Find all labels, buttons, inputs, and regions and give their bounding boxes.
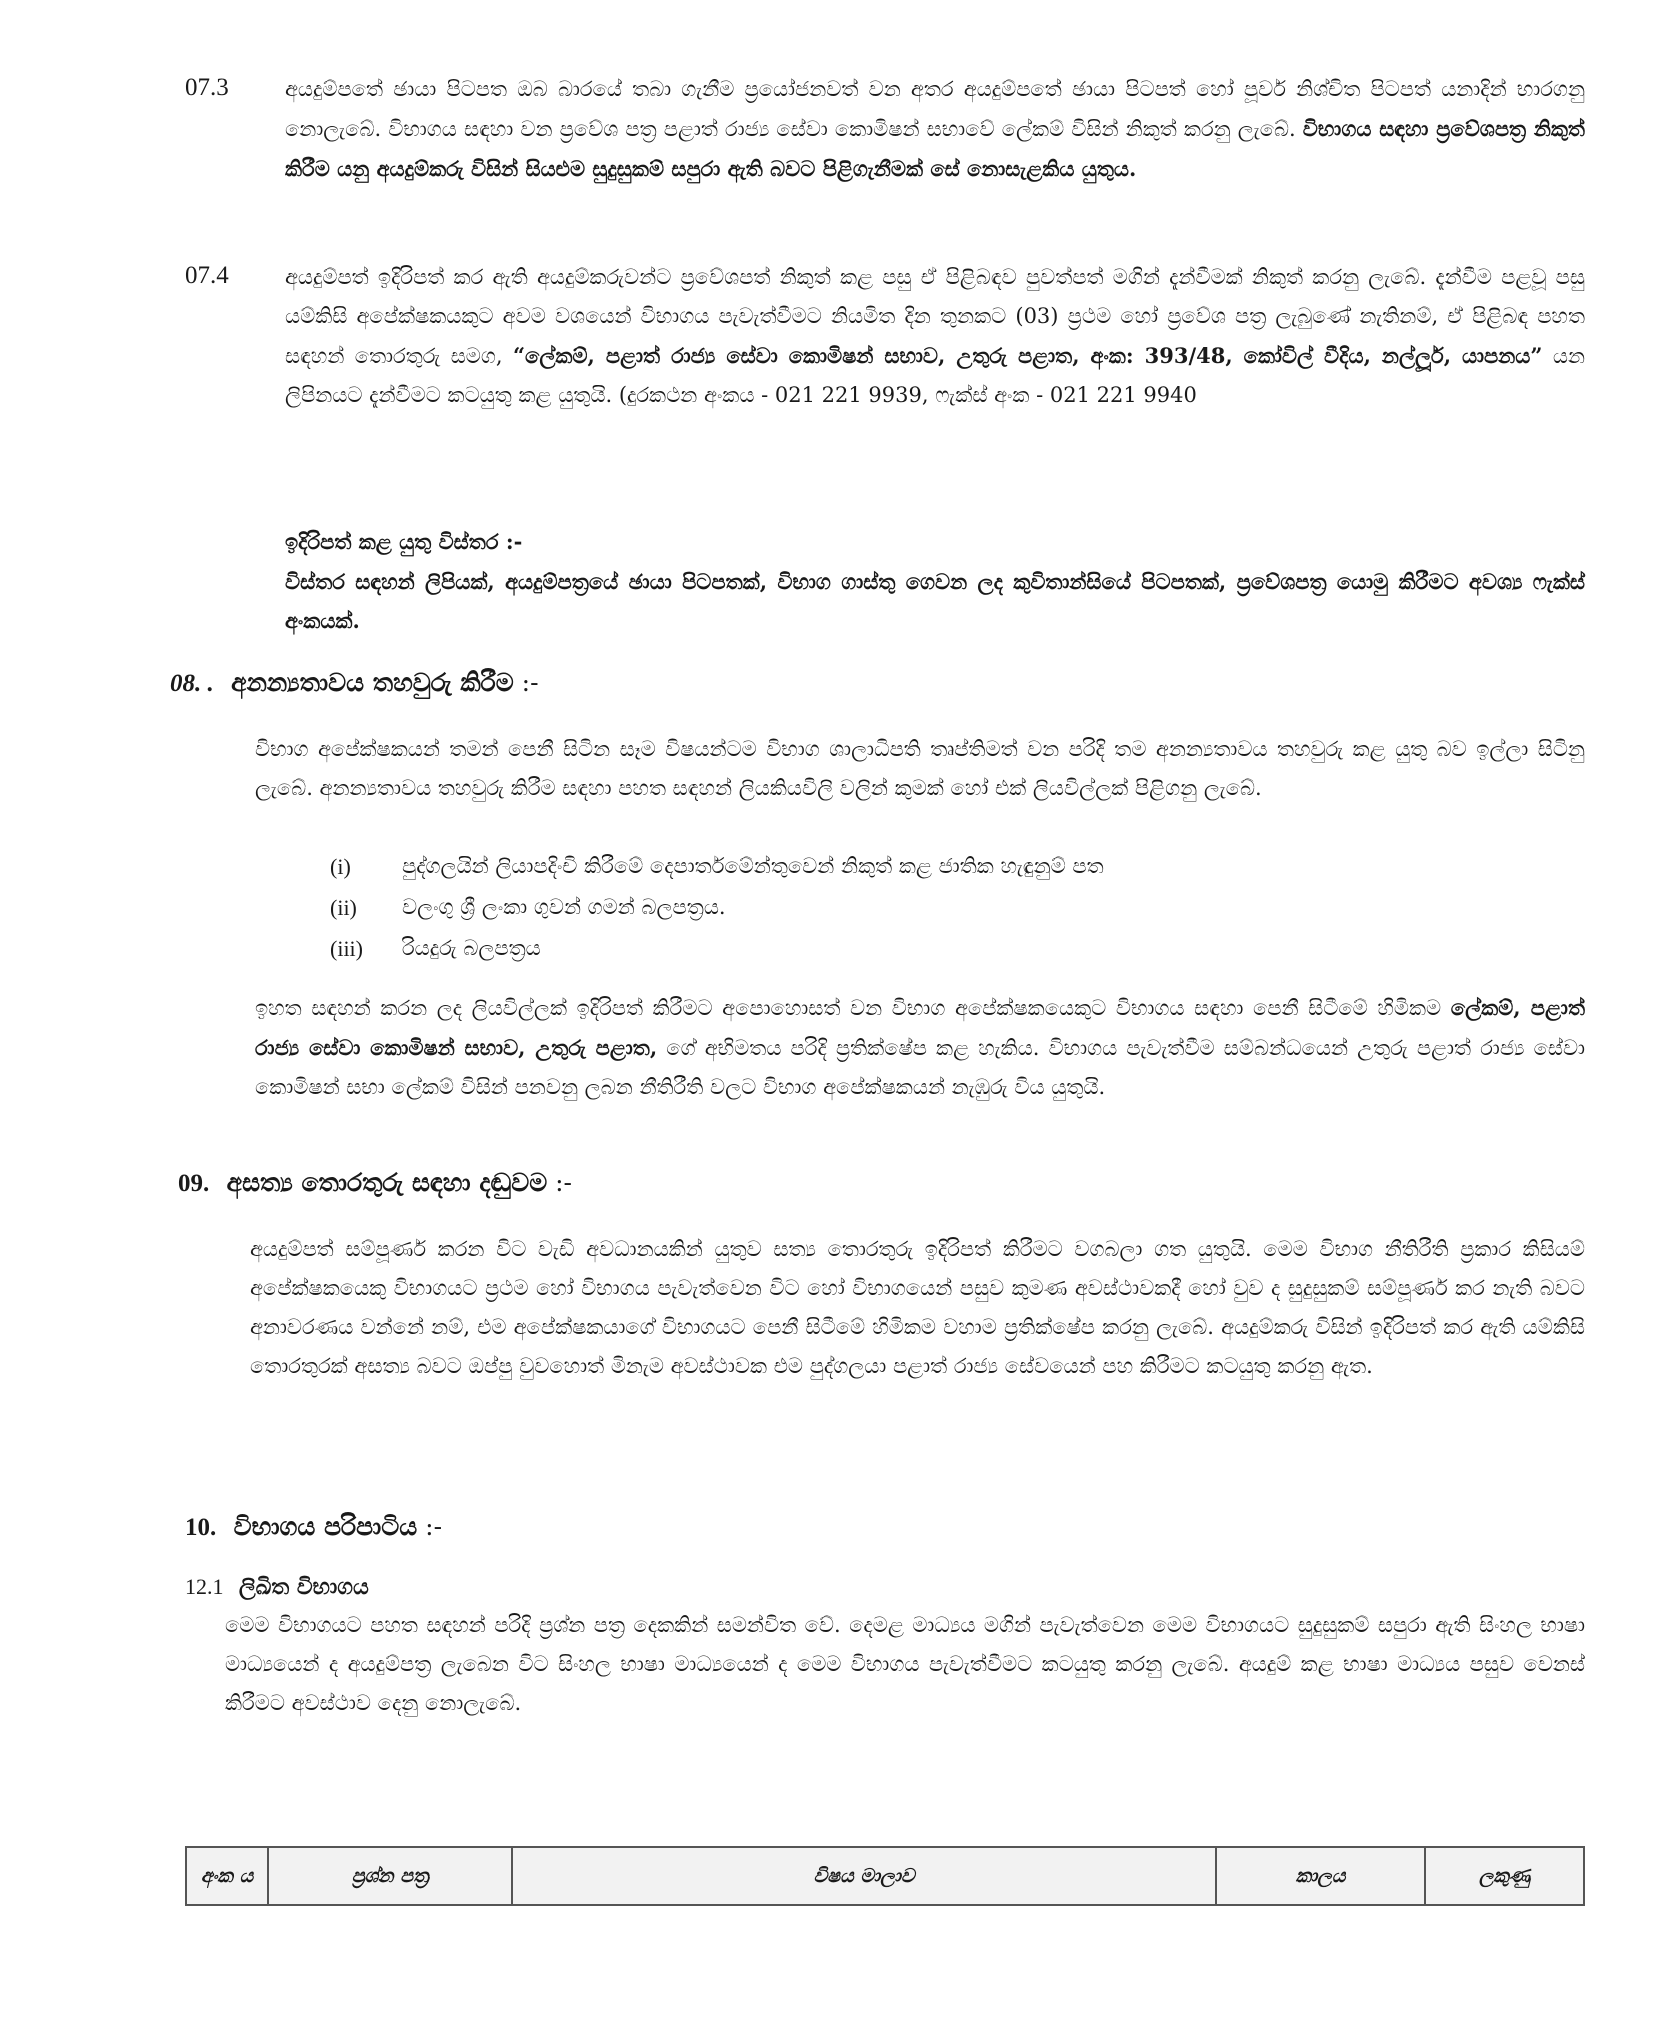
section-08-heading — [170, 668, 539, 698]
section-12-1-paragraph: මෙම විභාගයට පහත සඳහන් පරිදි ප්‍රශ්න පත්‍ර දෙකකින් සමන්විත වේ. දෙමළ මාධ්‍යය මගින් පැවැත්වෙන මෙම විභාගයට සුදුසුකම් සපුරා ඇති සිංහල භාෂා මාධ්‍යයෙන් ද අයදුම්පත්‍ර ලැබෙන විට සිංහල භාෂා මාධ්‍යයෙන් ද මෙම විභාගය පැවැත්වීමට කටයුතු කරනු ලැබේ. අයදුම් කළ භාෂා මාධ්‍යය පසුව වෙනස් කිරීමට අවස්ථාව දෙනු නොලැබේ. — [225, 1613, 1585, 1715]
section-07-3-bold-note: විභාගය සඳහා ප්‍රවේශපත්‍ර නිකුත් කිරීම යනු අයදුම්කරු විසින් සියළුම සුදුසුකම් සපුරා ඇති බවට පිළිගැනීමක් සේ නොසැළකිය යුතුය. — [285, 116, 1585, 181]
section-07-4-text-2: යන ලිපිනයට දැන්වීමට කටයුතු කළ යුතුයි. (දුරකථන අංකය - 021 221 9939, ෆැක්ස් අංක - 021 221 9940 — [285, 344, 1585, 407]
section-08-outro-text-1: ඉහත සඳහන් කරන ලද ලියවිල්ලක් ඉදිරිපත් කිරීමට අපොහොසත් වන විභාග අපේක්ෂකයෙකුට විභාගය සඳහා පෙනී සිටීමේ හිමිකම — [255, 996, 1451, 1020]
section-10-suffix: :- — [417, 1512, 443, 1541]
section-07-4-details-title: ඉදිරිපත් කළ යුතු විස්තර :- — [285, 529, 523, 554]
list-item — [330, 895, 1530, 931]
list-item-text: රියදුරු බලපත්‍රය — [402, 936, 541, 960]
section-09-heading — [178, 1168, 572, 1198]
section-10-heading — [185, 1512, 442, 1542]
section-number-07-4: 07.4 — [185, 262, 229, 289]
section-07-4-paragraph — [285, 258, 1585, 415]
list-item — [330, 854, 1530, 890]
exam-schedule-table — [185, 1846, 1585, 1906]
section-09-number: 09. — [178, 1170, 210, 1197]
section-12-1-heading — [185, 1574, 369, 1600]
column-header-number: අංක ය — [186, 1847, 268, 1905]
section-09-suffix: :- — [547, 1168, 573, 1197]
section-09-title: අසත්‍ය තොරතුරු සඳහා දඬුවම — [226, 1168, 548, 1197]
column-header-duration: කාලය — [1216, 1847, 1425, 1905]
section-07-4-text-1: අයදුම්පත් ඉදිරිපත් කර ඇති අයදුම්කරුවන්ට ප්‍රවේශපත් නිකුත් කළ පසු ඒ පිළිබඳව පුවත්පත් මගින් දැන්වීමක් නිකුත් කරනු ලැබේ. දැන්වීම පළවූ පසු යම්කිසි අපේක්ෂකයකුට අවම වශයෙන් විභාගය පැවැත්වීමට නියමිත දින තුනකට (03) ප්‍රථම හෝ ප්‍රවේශ පත්‍ර ලැබුණේ නැතිනම්, ඒ පිළිබඳ පහත සඳහන් තොරතුරු සමග, — [285, 265, 1585, 368]
section-07-4-details-text: විස්තර සඳහන් ලිපියක්, අයදුම්පත්‍රයේ ඡායා පිටපතක්, විභාග ගාස්තු ගෙවන ලද කුවිතාන්සියේ පිටපතක්, ප්‍රවේශපත්‍ර යොමු කිරීමට අවශ්‍ය ෆැක්ස් අංකයක්. — [285, 569, 1585, 633]
section-07-3-text: අයදුම්පතේ ඡායා පිටපත ඔබ බාරයේ තබා ගැනීම ප්‍රයෝජනවත් වන අතර අයදුම්පතේ ඡායා පිටපත් හෝ පූර්ව නිශ්චිත පිටපත් යනාදින් භාරගනු නොලැබේ. විභාගය සඳහා වන ප්‍රවේශ පත්‍ර පළාත් රාජ්‍ය සේවා කොමිෂන් සභාවේ ලේකම් විසින් නිකුත් කරනු ලැබේ. — [285, 77, 1585, 141]
section-08-intro: විභාග අපේක්ෂකයන් තමන් පෙනී සිටින සෑම විෂයන්ටම විභාග ශාලාධිපති තෘප්තිමත් වන පරිදි තම අනන්‍යතාවය තහවුරු කළ යුතු බව ඉල්ලා සිටිනු ලැබේ. අනන්‍යතාවය තහවුරු කිරීම සඳහා පහත සඳහන් ලියකියවිලි වලින් කුමක් හෝ එක් ලියවිල්ලක් පිළිගනු ලැබේ. — [255, 737, 1585, 800]
column-header-syllabus: විෂය මාලාව — [512, 1847, 1216, 1905]
section-09-paragraph: අයදුම්පත් සම්පූර්ණ කරන විට වැඩි අවධානයකින් යුතුව සත්‍ය තොරතුරු ඉදිරිපත් කිරීමට වගබලා ගත යුතුයි. මෙම විභාග නීතිරීති ප්‍රකාර කිසියම් අපේක්ෂකයෙකු විභාගයට ප්‍රථම හෝ විභාගය පැවැත්වෙන විට හෝ විභාගයෙන් පසුව කුමණ අවස්ථාවකදී හෝ වුව ද සුදුසුකම් සම්පූර්ණ කර නැති බවට අනාවරණය වන්නේ නම්, එම අපේක්ෂකයාගේ විභාගයට පෙනී සිටීමේ හිමිකම වහාම ප්‍රතික්ෂේප කරනු ලැබේ. අයදුම්කරු විසින් ඉදිරිපත් කර ඇති යම්කිසි තොරතුරක් අසත්‍ය බවට ඔප්පු වුවහොත් මිනැම අවස්ථාවක එම පුද්ගලයා පළාත් රාජ්‍ය සේවයෙන් පහ කිරීමට කටයුතු කරනු ඇත. — [250, 1237, 1585, 1378]
section-10-number: 10. — [185, 1514, 217, 1541]
section-08-outro-bold: ලේකම්, පළාත් රාජ්‍ය සේවා කොමිෂන් සභාව, උතුරු පළාත, — [255, 995, 1585, 1060]
section-08-title: අනන්‍යතාවය තහවුරු කිරීම — [231, 668, 514, 697]
column-header-marks: ලකුණු — [1425, 1847, 1584, 1905]
section-07-3-paragraph — [285, 70, 1585, 189]
table-header-row — [186, 1847, 1584, 1905]
section-12-1-title: ලිඛිත විභාගය — [238, 1574, 369, 1600]
section-12-1-number: 12.1 — [185, 1574, 224, 1599]
list-item-number: (iii) — [330, 936, 363, 961]
section-08-suffix: :- — [513, 668, 539, 697]
list-item-number: (i) — [330, 854, 351, 879]
list-item-number: (ii) — [330, 895, 357, 920]
section-08-number: 08. . — [170, 670, 214, 697]
section-10-title: විභාගය පරිපාටිය — [233, 1512, 418, 1541]
column-header-question-paper: ප්‍රශ්න පත්‍ර — [268, 1847, 512, 1905]
list-item-text: පුද්ගලයින් ලියාපදිංචි කිරීමේ දෙපාර්තමේන්තුවෙන් නිකුත් කළ ජාතික හැඳුනුම් පත — [402, 854, 1104, 878]
section-08-outro-text-2: ගේ අභිමතය පරිදි ප්‍රතික්ෂේප කළ හැකිය. විභාගය පැවැත්වීම සම්බන්ධයෙන් උතුරු පළාත් රාජ්‍ය සේවා කොමිෂන් සභා ලේකම් විසින් පනවනු ලබන නීතිරීති වලට විභාග අපේක්ෂකයන් නැඹුරු විය යුතුයි. — [255, 1036, 1585, 1099]
list-item — [330, 936, 1530, 972]
section-number-07-3: 07.3 — [185, 74, 229, 101]
section-07-4-address: “ලේකම්, පළාත් රාජ්‍ය සේවා කොමිෂන් සභාව, උතුරු පළාත, අංක: 393/48, කෝවිල් වීදිය, නල්ලූර්, යාපනය” — [512, 343, 1543, 368]
list-item-text: වලංගු ශ්‍රී ලංකා ගුවන් ගමන් බලපත්‍රය. — [402, 895, 726, 919]
section-08-outro — [255, 988, 1585, 1107]
